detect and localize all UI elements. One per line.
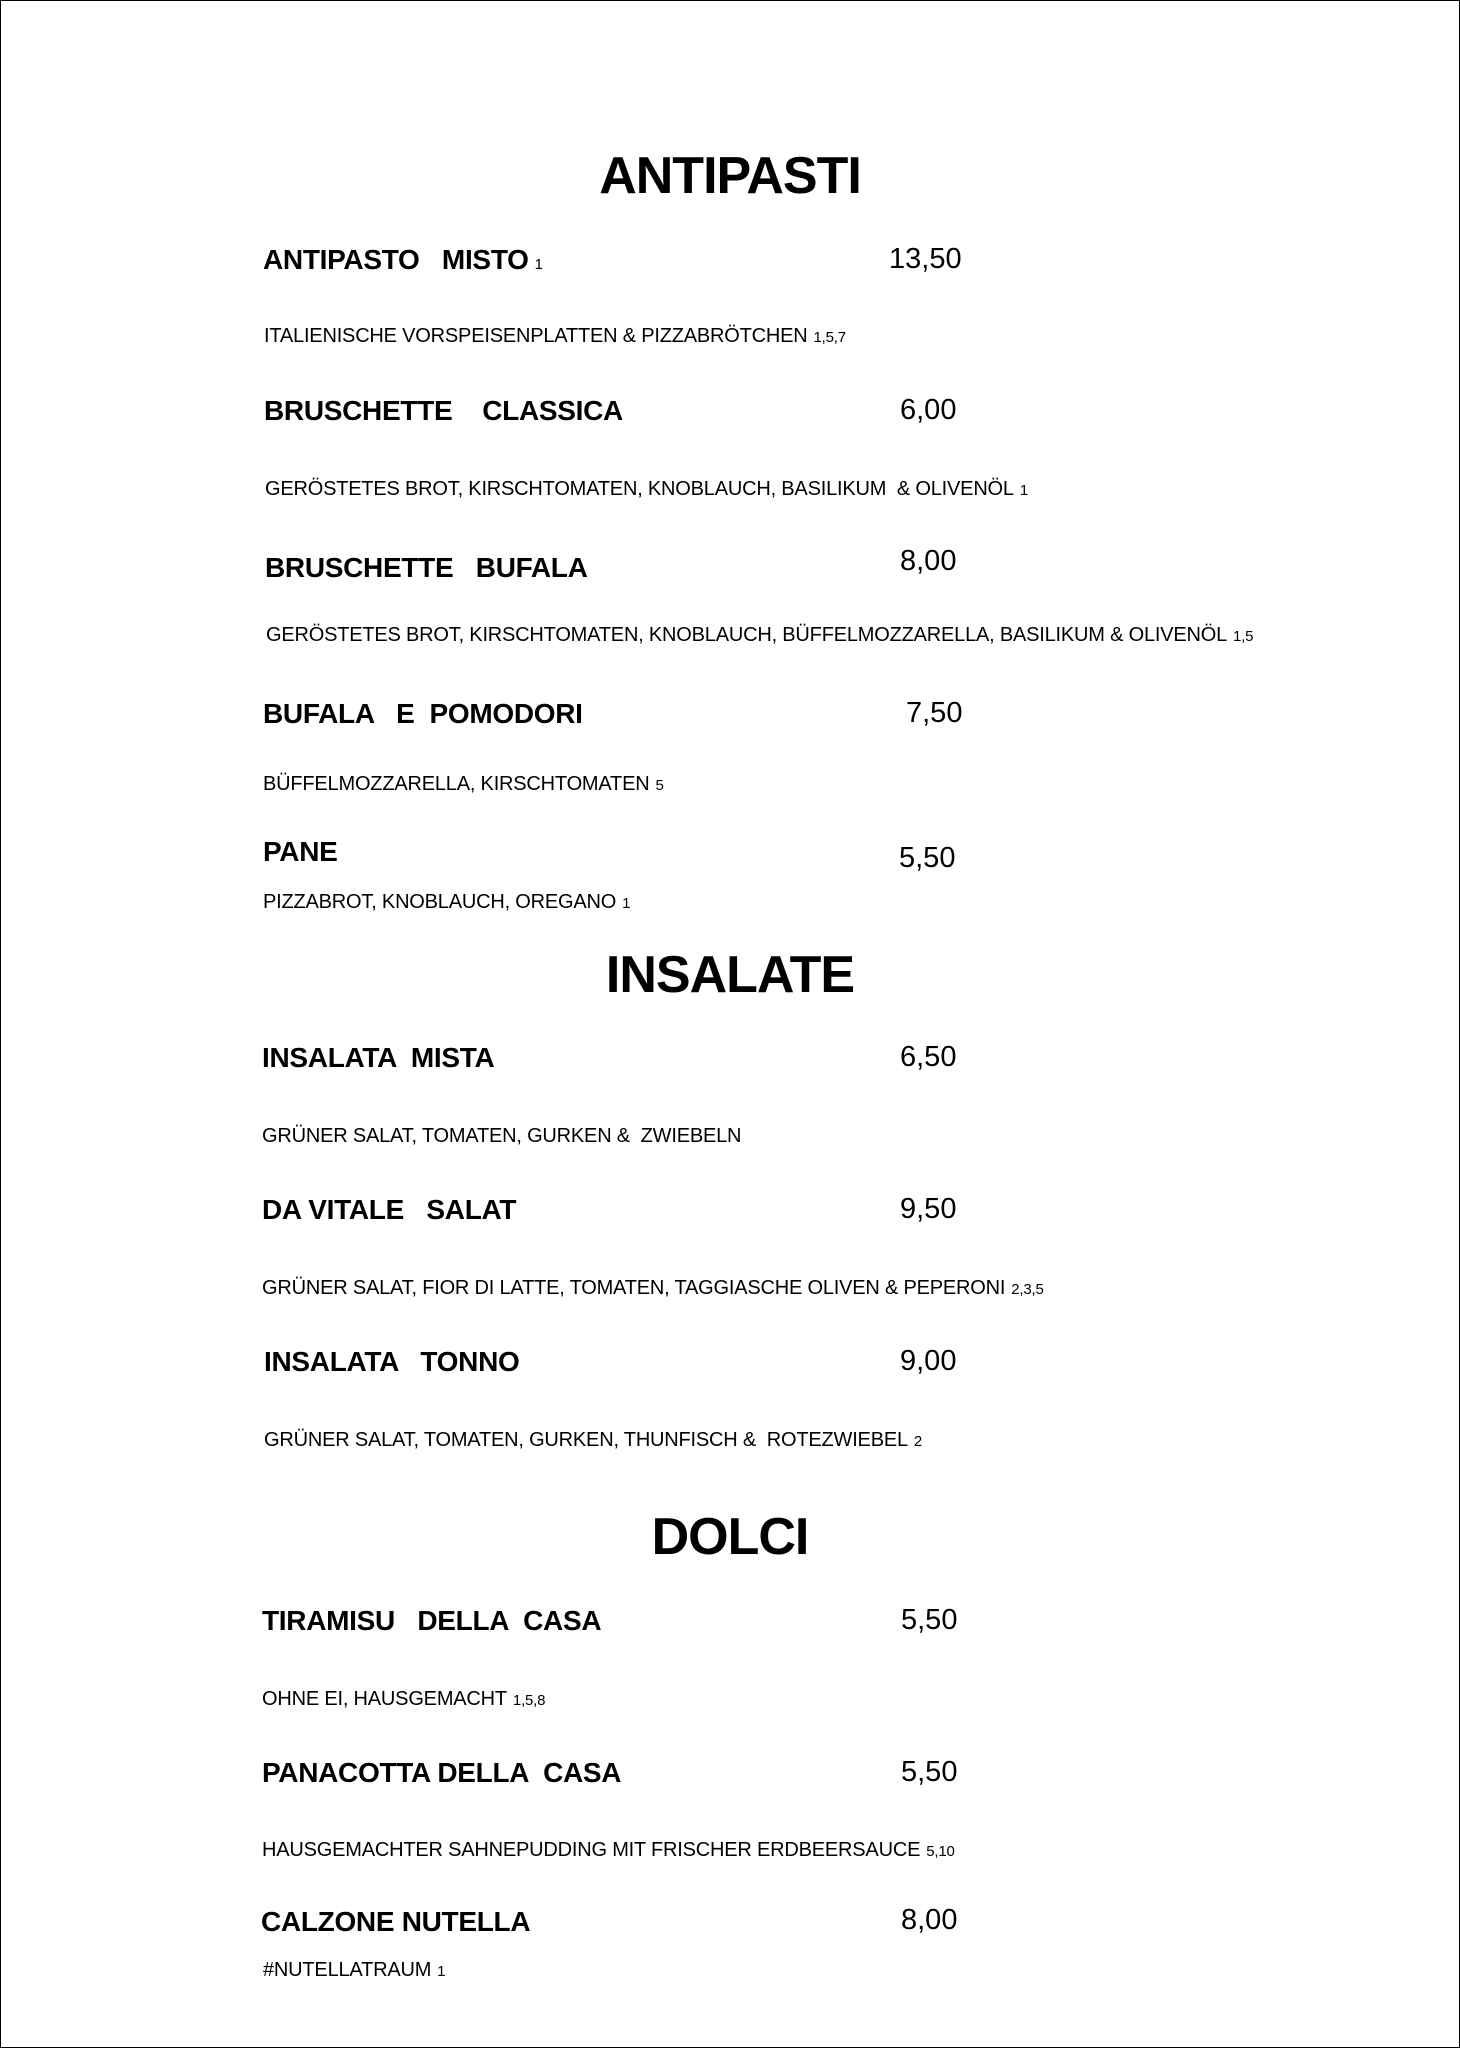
item-allergens: 5 [655,777,664,794]
item-description: PIZZABROT, KNOBLAUCH, OREGANO 1 [263,891,631,913]
item-price: 7,50 [906,697,963,729]
item-name-da-vitale-salat: DA VITALE SALAT [262,1194,517,1225]
item-description: ITALIENISCHE VORSPEISENPLATTEN & PIZZABRÖTCHEN 1,5,7 [264,325,846,347]
item-price: 5,50 [899,842,956,874]
item-name-bruschette-classica: BRUSCHETTE CLASSICA [264,395,623,426]
item-description: GERÖSTETES BROT, KIRSCHTOMATEN, KNOBLAUCH, BÜFFELMOZZARELLA, BASILIKUM & OLIVENÖL 1,5 [266,624,1254,646]
item-price: 8,00 [900,545,957,577]
item-allergens: 2,3,5 [1011,1281,1044,1298]
item-allergens: 1,5,7 [813,329,846,346]
item-description: HAUSGEMACHTER SAHNEPUDDING MIT FRISCHER ERDBEERSAUCE 5,10 [262,1839,955,1861]
item-price: 9,50 [900,1193,957,1225]
item-allergens: 1 [1019,482,1028,499]
item-price: 13,50 [889,243,962,275]
item-price: 8,00 [901,1904,958,1936]
item-price: 5,50 [901,1756,958,1788]
item-allergens: 1 [437,1963,446,1980]
item-price: 6,50 [900,1041,957,1073]
item-allergens: 2 [913,1433,923,1450]
item-name-tiramisu: TIRAMISU DELLA CASA [262,1605,602,1636]
item-description: #NUTELLATRAUM 1 [263,1959,446,1981]
item-name-pane: PANE [263,836,338,867]
item-name-antipasto-misto: ANTIPASTO MISTO 1 [263,244,543,275]
section-title-antipasti: ANTIPASTI [599,147,861,205]
item-description: GRÜNER SALAT, TOMATEN, GURKEN & ZWIEBELN [262,1125,742,1147]
item-allergens: 1,5 [1233,628,1254,645]
item-description: BÜFFELMOZZARELLA, KIRSCHTOMATEN 5 [263,773,664,795]
item-description: GERÖSTETES BROT, KIRSCHTOMATEN, KNOBLAUCH, BASILIKUM & OLIVENÖL 1 [265,478,1028,500]
item-allergens: 1 [622,895,631,912]
item-name-insalata-tonno: INSALATA TONNO [264,1346,520,1377]
item-allergens: 1,5,8 [512,1692,546,1709]
item-price: 9,00 [900,1345,957,1377]
item-name-insalata-mista: INSALATA MISTA [262,1042,495,1073]
item-allergens: 5,10 [926,1843,955,1860]
item-description: GRÜNER SALAT, FIOR DI LATTE, TOMATEN, TAGGIASCHE OLIVEN & PEPERONI 2,3,5 [262,1277,1044,1299]
item-name-calzone-nutella: CALZONE NUTELLA [261,1906,531,1937]
section-title-dolci: DOLCI [651,1508,809,1566]
section-title-insalate: INSALATE [605,946,855,1004]
item-name-allergens: 1 [534,256,543,273]
item-description: GRÜNER SALAT, TOMATEN, GURKEN, THUNFISCH & ROTEZWIEBEL 2 [264,1429,923,1451]
item-name-panacotta: PANACOTTA DELLA CASA [262,1757,622,1788]
item-price: 5,50 [901,1604,958,1636]
item-name-bufala-e-pomodori: BUFALA E POMODORI [263,698,583,729]
item-description: OHNE EI, HAUSGEMACHT 1,5,8 [262,1688,546,1710]
item-price: 6,00 [900,394,957,426]
item-name-bruschette-bufala: BRUSCHETTE BUFALA [265,552,588,583]
